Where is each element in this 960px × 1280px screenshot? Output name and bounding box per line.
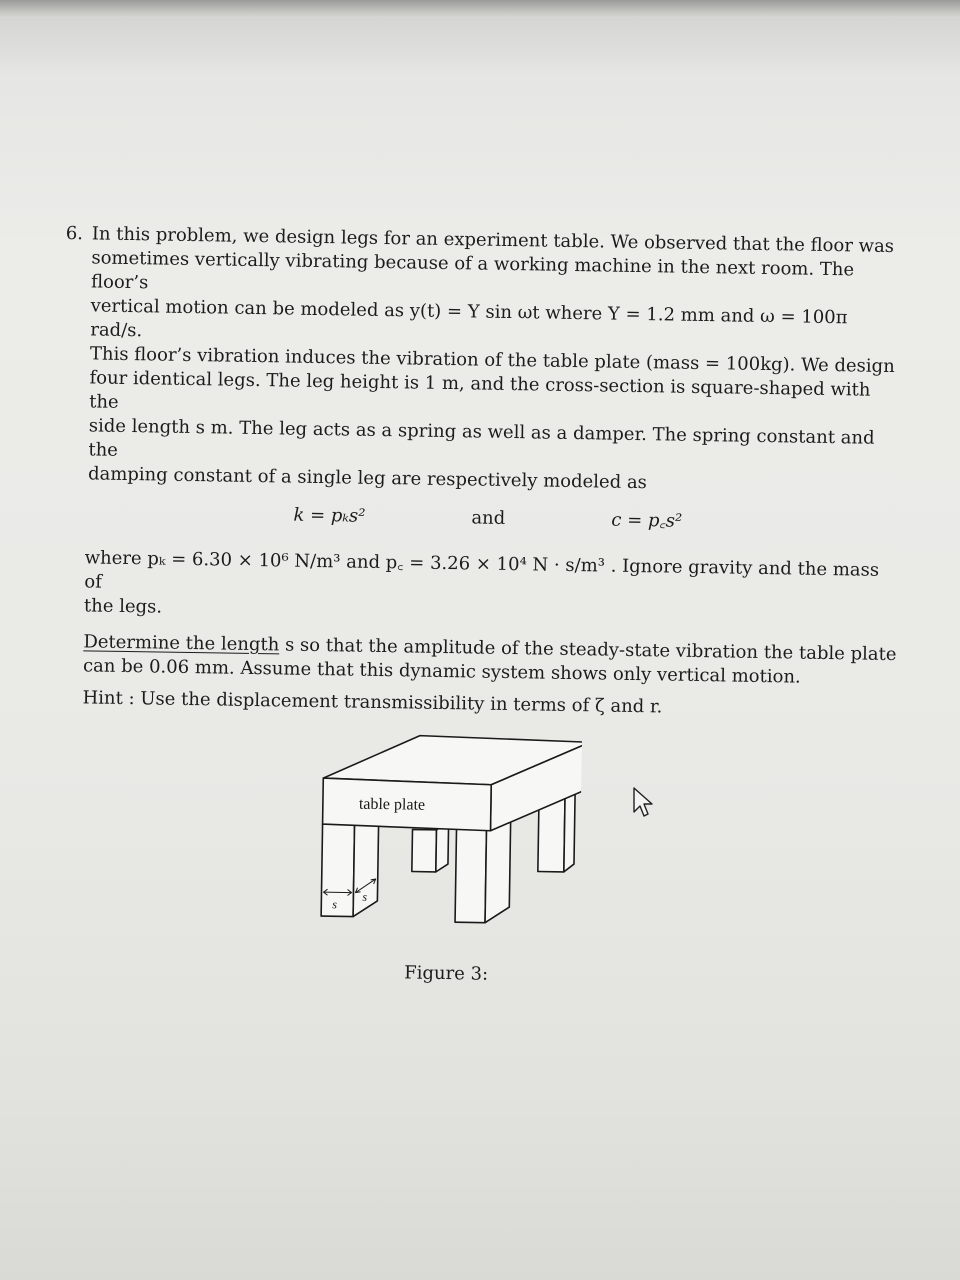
table-diagram [317, 728, 582, 937]
damping-constant-equation: c = p꜀s² [611, 509, 683, 532]
mouse-pointer-icon [632, 786, 656, 822]
equation-row [61, 500, 902, 553]
front-left-leg [321, 824, 354, 916]
problem-line: damping constant of a single leg are respectively modeled as [87, 463, 648, 494]
task-text: s so that the amplitude of the steady-state vibration the table plate [279, 634, 897, 666]
problem-number: 6. [65, 222, 84, 245]
equation-connector: and [471, 507, 506, 529]
figure-3 [54, 720, 898, 993]
problem-document [54, 222, 906, 993]
problem-line: sometimes vertically vibrating because of a working machine in the next room. The floor’s [90, 247, 855, 294]
problem-statement [62, 222, 906, 499]
plate-label: table plate [358, 795, 426, 814]
front-right-leg [455, 826, 487, 922]
task-underlined-text: Determine the length [83, 631, 280, 656]
problem-line: four identical legs. The leg height is 1 m, and the cross-section is square-shaped with the [89, 367, 871, 413]
dimension-label: s [332, 897, 338, 912]
problem-line: vertical motion can be modeled as y(t) = Y sin ωt where Y = 1.2 mm and ω = 100π rad/s. [90, 295, 848, 342]
figure-caption: Figure 3: [404, 962, 489, 985]
problem-line: side length s m. The leg acts as a spring as well as a damper. The spring constant and the [88, 415, 875, 461]
problem-line: This floor’s vibration induces the vibration of the table plate (mass = 100kg). We design [89, 343, 895, 378]
parameter-definitions [84, 546, 901, 631]
spring-constant-equation: k = pₖs² [293, 504, 366, 527]
problem-line: In this problem, we design legs for an experiment table. We observed that the floor was [91, 223, 895, 258]
task-statement [83, 630, 900, 691]
parameter-line: where pₖ = 6.30 × 10⁶ N/m³ and p꜀ = 3.26 × 10⁴ N · s/m³ . Ignore gravity and the mass of [84, 547, 880, 593]
dimension-label: s [362, 889, 368, 904]
hint-text: Hint : Use the displacement transmissibility in terms of ζ and r. [82, 687, 663, 718]
parameter-line: the legs. [83, 595, 163, 618]
task-line: can be 0.06 mm. Assume that this dynamic system shows only vertical motion. [82, 655, 801, 688]
back-left-leg [412, 830, 437, 872]
monitor-bezel [0, 0, 960, 18]
